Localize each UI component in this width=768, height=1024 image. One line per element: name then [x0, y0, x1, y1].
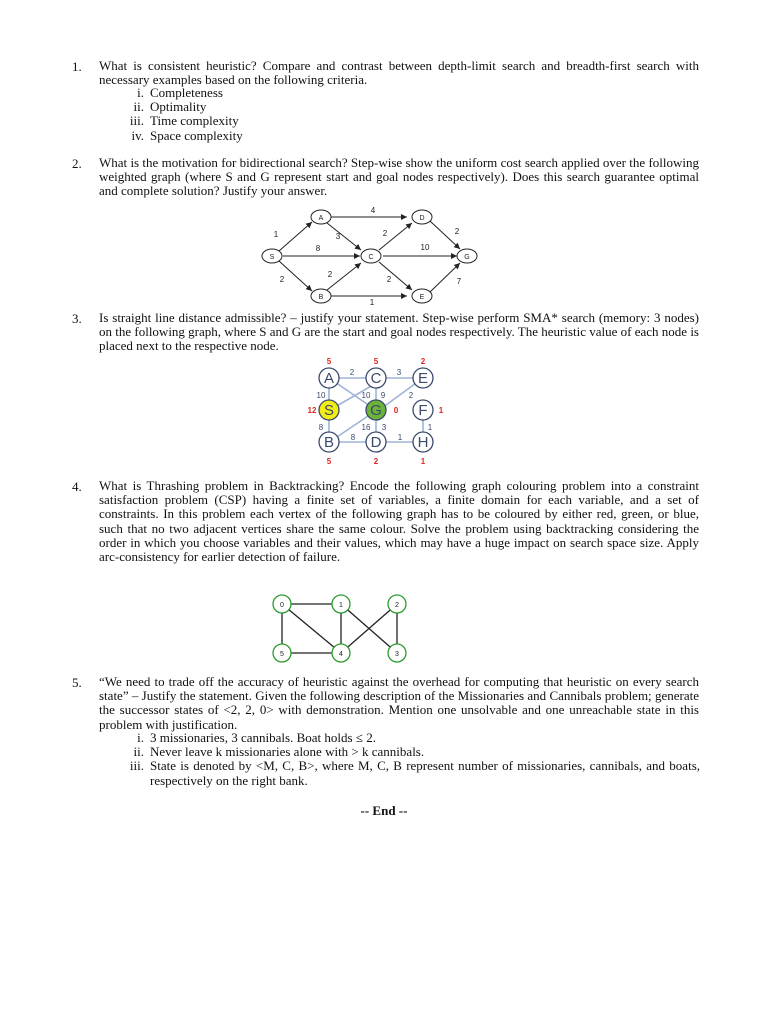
node-A: A	[323, 370, 335, 387]
edge-C-E	[379, 262, 412, 290]
node-0: 0	[280, 602, 284, 609]
node-B: B	[323, 434, 335, 451]
heuristic-G: 0	[393, 406, 399, 415]
weight-S-C: 8	[315, 244, 321, 253]
node-E: E	[419, 294, 425, 301]
question-number: 1.	[72, 59, 82, 74]
question-text: “We need to trade off the accuracy of heuristic against the overhead for computing that heuristic on every search state” – Justify the statement. Given the following description of the Missionaries and Cannibals problem; generate the successor states of <2, 2, 0> with demonstration. Mention one unsolvable and one unreachable state in this problem with justification.	[99, 674, 699, 732]
weight-G-D: 16	[361, 423, 371, 432]
node-1: 1	[339, 602, 343, 609]
node-4: 4	[339, 651, 343, 658]
weight-D-G: 2	[454, 227, 460, 236]
question-number: 3.	[72, 311, 82, 326]
edge-0-4	[282, 604, 341, 653]
weight-S-B: 8	[318, 423, 324, 432]
weight-A-C: 2	[349, 368, 355, 377]
heuristic-H: 1	[420, 457, 426, 466]
weight-A-C: 3	[335, 232, 341, 241]
question-text: What is the motivation for bidirectional search? Step-wise show the uniform cost search applied over the following weighted graph (where S and G represent start and goal nodes respectively). Does this search guarantee optimal and complete solution? Justify your answer.	[99, 155, 699, 199]
heuristic-E: 2	[420, 357, 426, 366]
weight-C-G: 10	[361, 391, 371, 400]
weight-B-C: 2	[327, 270, 333, 279]
question-number: 5.	[72, 675, 82, 690]
weight-B-D: 8	[350, 433, 356, 442]
weight-B-E: 1	[369, 298, 375, 305]
weight-C-E: 3	[396, 368, 402, 377]
weighted-graph-figure	[255, 205, 485, 305]
list-item: i. 3 missionaries, 3 cannibals. Boat holds ≤ 2.	[137, 730, 376, 745]
weight-C-D: 2	[382, 229, 388, 238]
node-G: G	[464, 254, 470, 261]
question-number: 4.	[72, 479, 82, 494]
node-F: F	[418, 402, 428, 419]
weight-G-D-alt: 3	[381, 423, 387, 432]
weight-C-E: 2	[386, 275, 392, 284]
node-D: D	[419, 215, 425, 222]
heuristic-A: 5	[326, 357, 332, 366]
node-2: 2	[395, 602, 399, 609]
rules-list	[118, 731, 700, 788]
weight-A-S: 10	[316, 391, 326, 400]
question-text: What is Thrashing problem in Backtracking? Encode the following graph colouring problem into a constraint satisfaction problem (CSP) having a finite set of variables, a finite domain for each variable, and a set of constraints. In this problem each vertex of the following graph has to be coloured by either red, green, or blue, such that no two adjacent vertices share the same colour. Solve the problem using backtracking considering the order in which you choose variables and their values, which may have a huge impact on search space size. Apply arc-consistency for earlier detection of failure.	[99, 478, 699, 565]
weight-F-H: 1	[427, 423, 433, 432]
heuristic-C: 5	[373, 357, 379, 366]
edge-A-C	[327, 223, 361, 250]
node-C: C	[368, 254, 374, 261]
node-S: S	[323, 402, 335, 419]
question-number: 2.	[72, 156, 82, 171]
colouring-graph-figure	[268, 592, 413, 664]
list-item: iv. Space complexity	[131, 127, 243, 143]
weight-C-S: 9	[380, 391, 386, 400]
node-E: E	[417, 370, 429, 387]
node-5: 5	[280, 651, 284, 658]
node-S: S	[269, 254, 275, 261]
node-A: A	[318, 215, 324, 222]
heuristic-F: 1	[438, 406, 444, 415]
list-item: i. Completeness	[137, 85, 223, 100]
question-text: Is straight line distance admissible? – justify your statement. Step-wise perform SMA* search (memory: 3 nodes) on the following graph, where S and G are the start and goal nodes respectively. The heuristic value of each node is placed next to the respective node.	[99, 310, 699, 354]
node-G: G	[370, 402, 382, 419]
weight-S-A: 1	[273, 230, 279, 239]
sma-graph-figure	[300, 355, 450, 470]
end-marker: -- End --	[360, 803, 408, 818]
heuristic-S: 12	[307, 406, 317, 415]
weight-S-B: 2	[279, 275, 285, 284]
heuristic-B: 5	[326, 457, 332, 466]
node-H: H	[417, 434, 429, 451]
node-D: D	[370, 434, 382, 451]
weight-C-G: 10	[420, 243, 430, 252]
weight-E-G: 7	[456, 277, 462, 286]
weight-E-G: 2	[408, 391, 414, 400]
criteria-list	[118, 86, 243, 143]
weight-D-H: 1	[397, 433, 403, 442]
list-item: ii. Optimality	[133, 99, 207, 115]
list-item: iii. Time complexity	[129, 113, 239, 129]
edge-S-A	[279, 222, 312, 251]
list-item: iii. State is denoted by <M, C, B>, where M, C, B represent number of missionaries, cannibals, and boats, respectively on the right bank.	[129, 758, 700, 788]
heuristic-D: 2	[373, 457, 379, 466]
node-C: C	[370, 370, 382, 387]
edge-E-G	[430, 263, 460, 292]
list-item: ii. Never leave k missionaries alone with > k cannibals.	[133, 744, 425, 760]
weight-A-D: 4	[370, 206, 376, 215]
node-3: 3	[395, 651, 399, 658]
question-text: What is consistent heuristic? Compare and contrast between depth-limit search and breadth-first search with necessary examples based on the following criteria.	[99, 58, 699, 88]
node-B: B	[318, 294, 324, 301]
